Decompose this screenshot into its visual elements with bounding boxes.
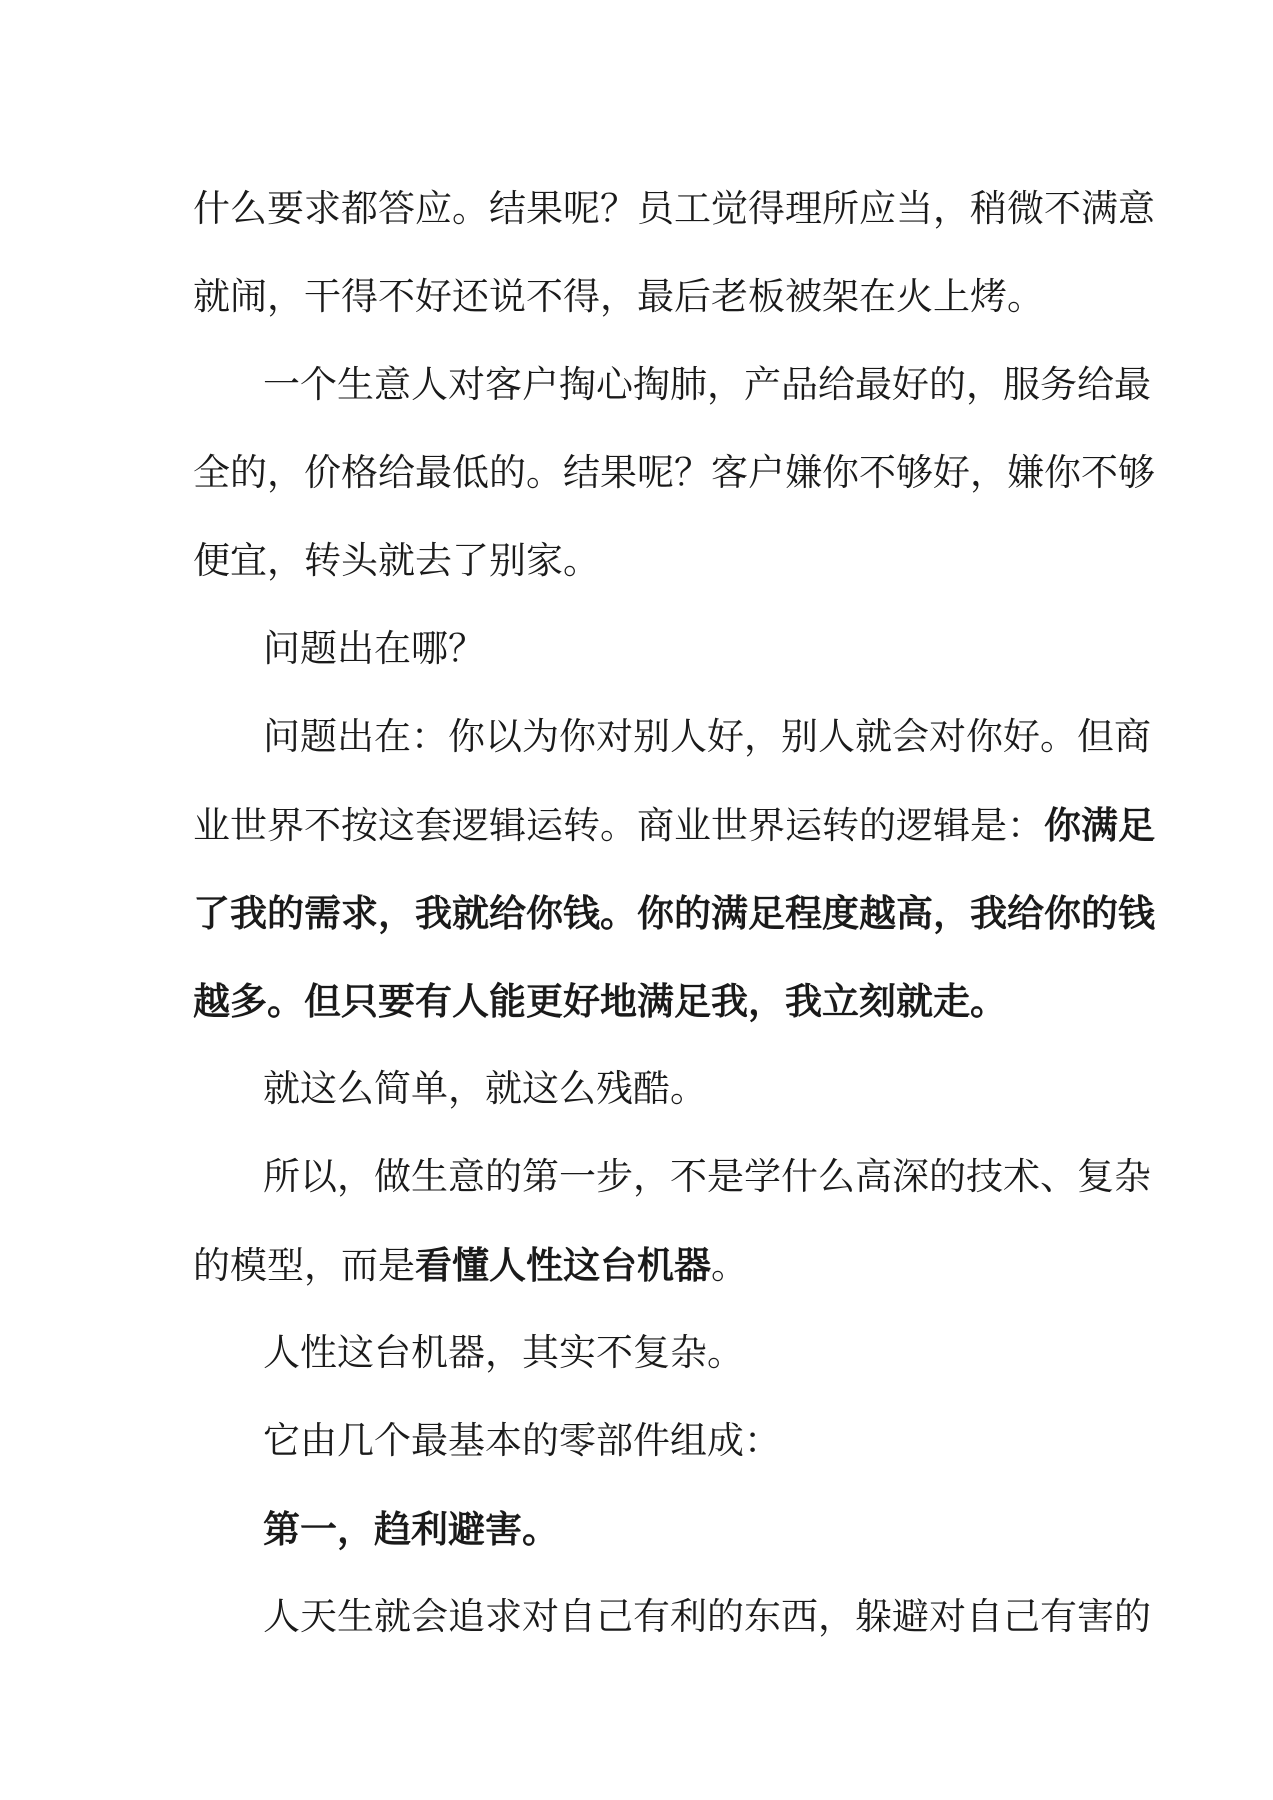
text-line (193, 1221, 1083, 1309)
text-line (193, 1309, 1083, 1397)
text-line (193, 605, 1083, 693)
text-segment: 。 (711, 1244, 748, 1287)
text-line (193, 1133, 1151, 1221)
bold-text-segment: 第一，趋利避害。 (263, 1507, 559, 1551)
text-line (193, 957, 1083, 1045)
text-line (193, 1397, 1083, 1485)
text-line (193, 1573, 1151, 1661)
text-segment: 问题出在哪？ (263, 627, 485, 670)
text-line (193, 869, 1155, 957)
text-segment: 人性这台机器，其实不复杂。 (263, 1331, 744, 1374)
text-segment: 的模型，而是 (193, 1244, 415, 1287)
text-line (193, 781, 1155, 869)
text-segment: 什么要求都答应。结果呢？员工觉得理所应当，稍微不满意 (193, 187, 1155, 230)
text-segment: 便宜，转头就去了别家。 (193, 539, 600, 582)
text-line (193, 693, 1151, 781)
text-line (193, 341, 1151, 429)
text-segment: 它由几个最基本的零部件组成： (263, 1419, 781, 1462)
text-line (193, 517, 1083, 605)
text-segment: 全的，价格给最低的。结果呢？客户嫌你不够好，嫌你不够 (193, 451, 1155, 494)
bold-text-segment: 看懂人性这台机器 (415, 1243, 711, 1287)
text-segment: 一个生意人对客户掏心掏肺，产品给最好的，服务给最 (263, 363, 1151, 406)
bold-text-segment: 你满足 (1044, 803, 1155, 847)
text-line (193, 165, 1155, 253)
text-line (193, 429, 1155, 517)
bold-text-segment: 了我的需求，我就给你钱。你的满足程度越高，我给你的钱 (193, 891, 1155, 935)
text-segment: 业世界不按这套逻辑运转。商业世界运转的逻辑是： (193, 804, 1044, 847)
text-segment: 所以，做生意的第一步，不是学什么高深的技术、复杂 (263, 1155, 1151, 1198)
text-line (193, 1485, 1083, 1573)
text-segment: 问题出在：你以为你对别人好，别人就会对你好。但商 (263, 715, 1151, 758)
bold-text-segment: 越多。但只要有人能更好地满足我，我立刻就走。 (193, 979, 1007, 1023)
text-segment: 就闹，干得不好还说不得，最后老板被架在火上烤。 (193, 275, 1044, 318)
text-line (193, 253, 1083, 341)
body-text (193, 165, 1155, 1661)
text-segment: 人天生就会追求对自己有利的东西，躲避对自己有害的 (263, 1595, 1151, 1638)
text-line (193, 1045, 1083, 1133)
text-segment: 就这么简单，就这么残酷。 (263, 1067, 707, 1110)
